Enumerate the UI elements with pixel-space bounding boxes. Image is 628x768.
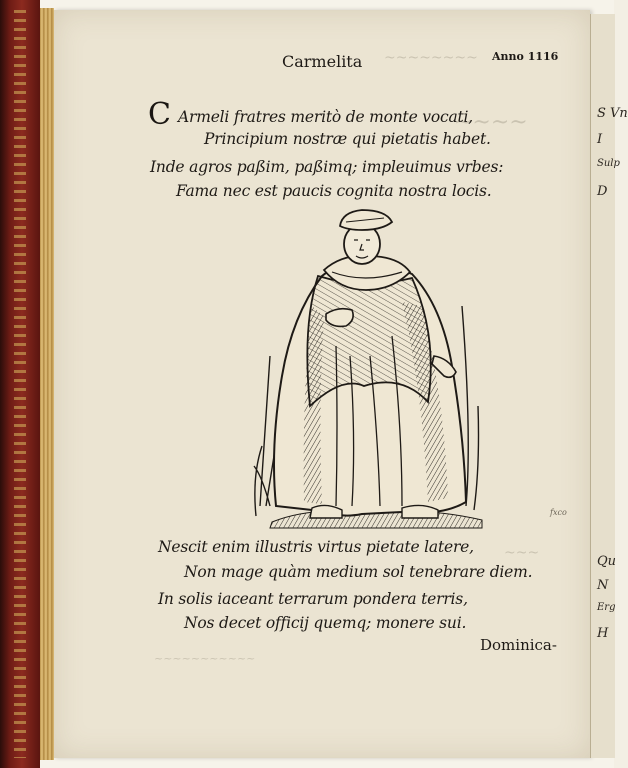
verse-line: Nescit enim illustris virtus pietate latere, (158, 538, 474, 556)
verse-line: Non mage quàm medium sol tenebrare diem. (184, 563, 533, 581)
book-binding (0, 0, 40, 768)
next-page-fragment: N (597, 578, 609, 593)
page-title: Carmelita (282, 52, 363, 71)
verse-line: Fama nec est paucis cognita nostra locis. (176, 182, 492, 200)
bleed-through-text: ~~~~~~~~~~~ (154, 652, 256, 665)
woodcut-illustration (252, 206, 486, 536)
next-page-edge (590, 14, 628, 758)
drop-cap-initial: C (148, 97, 171, 132)
gilt-page-edges (40, 8, 54, 760)
next-page-fragment: Erg (597, 602, 616, 613)
next-page-fragment: H (597, 626, 609, 641)
page-year-heading: Anno 1116 (492, 50, 559, 63)
catchword: Dominica- (480, 636, 557, 654)
verse-line: Armeli fratres meritò de monte vocati, (178, 108, 474, 126)
next-page-fragment: D (597, 184, 608, 199)
verse-line: Nos decet officij quemq; monere sui. (184, 614, 467, 632)
bleed-through-text: ~~~~~~~~ (384, 50, 478, 66)
verse-line: In solis iaceant terrarum pondera terris, (158, 590, 468, 608)
pencil-annotation: fxco (550, 508, 567, 517)
bleed-through-text: ~~~ (504, 545, 540, 561)
next-page-fragment: S Vn (597, 106, 628, 121)
bleed-through-text: ~~~~ (454, 110, 528, 135)
next-page-fragment: I (597, 132, 603, 147)
next-page-fragment: Qu (597, 554, 617, 569)
friar-hand-book (326, 309, 353, 327)
verse-line: Principium nostræ qui pietatis habet. (204, 130, 491, 148)
verse-line: Inde agros paßim, paßimq; impleuimus vrbes: (150, 158, 504, 176)
next-page-fragment: Sulp (597, 158, 620, 169)
binding-gilt-ornament (14, 10, 26, 758)
